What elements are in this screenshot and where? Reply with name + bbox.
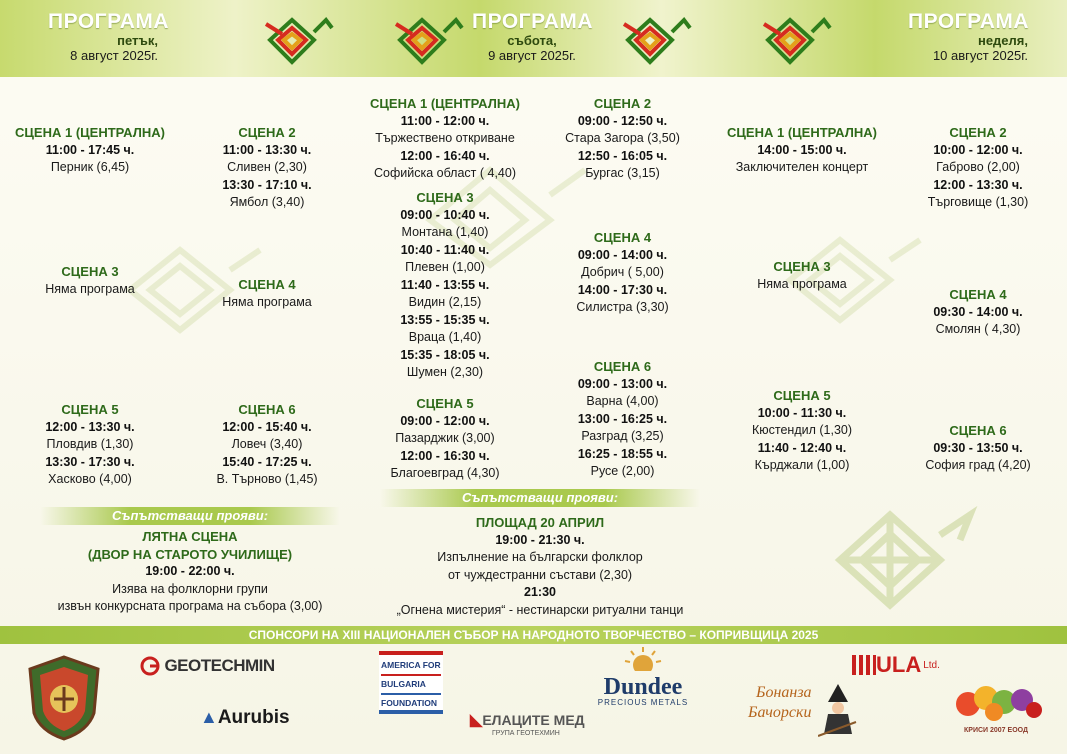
time-slot: 15:40 - 17:25 ч. xyxy=(222,454,312,469)
time-slot: 12:50 - 16:05 ч. xyxy=(577,148,668,163)
stage-title: СЦЕНА 4 xyxy=(949,287,1007,302)
time-slot: 11:00 - 13:30 ч. xyxy=(222,142,312,157)
performer: Ямбол (3,40) xyxy=(229,195,305,209)
dundee-sun-icon xyxy=(623,645,663,671)
event-desc: извън конкурсната програма на събора (3,00) xyxy=(57,599,323,613)
performer: Разград (3,25) xyxy=(581,429,664,443)
sat-side-events xyxy=(365,514,715,619)
header-saturday xyxy=(472,10,592,64)
performer: Перник (6,45) xyxy=(50,160,130,174)
fri-stage3 xyxy=(15,263,165,298)
ula-ltd: Ltd. xyxy=(923,659,940,671)
performer: Русе (2,00) xyxy=(590,464,655,478)
sun-stage3 xyxy=(722,258,882,293)
performer: Бургас (3,15) xyxy=(585,166,660,180)
time-slot: 10:00 - 12:00 ч. xyxy=(933,142,1023,157)
performer: Пловдив (1,30) xyxy=(46,437,134,451)
sponsors-title: СПОНСОРИ НА XIII НАЦИОНАЛЕН СЪБОР НА НАРОДНОТО ТВОРЧЕСТВО – КОПРИВЩИЦА 2025 xyxy=(0,626,1067,644)
sun-stage1 xyxy=(712,124,892,177)
stage-title: СЦЕНА 6 xyxy=(593,359,652,374)
bird-logo-icon xyxy=(760,10,832,68)
america-for-bulgaria-logo xyxy=(379,651,443,714)
venue-title: ЛЯТНА СЦЕНА xyxy=(142,529,238,544)
time-slot: 09:00 - 10:40 ч. xyxy=(400,207,490,222)
header-date: 9 август 2025г. xyxy=(488,48,576,64)
aurubis-text: Aurubis xyxy=(217,707,290,728)
time-slot: 12:00 - 16:40 ч. xyxy=(400,148,490,163)
performer: Кюстендил (1,30) xyxy=(751,423,853,437)
time-slot: 12:00 - 13:30 ч. xyxy=(933,177,1023,192)
fri-side-events-banner: Съпътстващи прояви: xyxy=(40,507,340,525)
dundee-logo xyxy=(593,645,693,707)
bonanza-line2: Бачорски xyxy=(748,704,812,721)
bonanza-line1: Бонанза xyxy=(756,684,812,701)
geotechmin-icon xyxy=(140,656,160,676)
sat-stage5 xyxy=(365,395,525,483)
time-slot: 12:00 - 13:30 ч. xyxy=(45,419,135,434)
fruit-basket-icon xyxy=(946,676,1046,722)
aurubis-icon: ▲ xyxy=(200,707,218,727)
time-slot: 19:00 - 22:00 ч. xyxy=(145,564,235,578)
performer: Хасково (4,00) xyxy=(48,472,132,486)
time-slot: 12:00 - 16:30 ч. xyxy=(400,448,490,463)
performer: Ловеч (3,40) xyxy=(231,437,303,451)
event-desc: Изява на фолклорни групи xyxy=(112,581,268,596)
stage-title: СЦЕНА 2 xyxy=(593,96,652,111)
stage-title: СЦЕНА 6 xyxy=(949,423,1007,438)
performer: Видин (2,15) xyxy=(408,295,482,309)
stage-title: СЦЕНА 5 xyxy=(61,402,119,417)
stage-title: СЦЕНА 1 (ЦЕНТРАЛНА) xyxy=(727,125,877,140)
time-slot: 13:30 - 17:10 ч. xyxy=(222,177,312,192)
performer: Благоевград (4,30) xyxy=(390,466,500,480)
time-slot: 11:00 - 17:45 ч. xyxy=(45,142,135,157)
header-friday xyxy=(48,10,170,64)
performer: Сливен (2,30) xyxy=(227,160,307,174)
header-title: ПРОГРАМА xyxy=(472,10,594,33)
performer: Стара Загора (3,50) xyxy=(565,131,680,145)
header-title: ПРОГРАМА xyxy=(908,10,1030,33)
sun-stage2 xyxy=(898,124,1058,212)
sat-stage1 xyxy=(355,95,535,183)
time-slot: 19:00 - 21:30 ч. xyxy=(495,532,585,547)
stage-title: СЦЕНА 5 xyxy=(416,396,474,411)
abf-line3: FOUNDATION xyxy=(381,698,438,708)
header-date: 10 август 2025г. xyxy=(932,48,1028,64)
header-day: събота, xyxy=(507,33,557,49)
time-slot: 12:00 - 15:40 ч. xyxy=(222,419,312,434)
header-sunday xyxy=(908,10,1028,64)
time-slot: 14:00 - 17:30 ч. xyxy=(577,282,668,297)
performer: Монтана (1,40) xyxy=(401,225,489,239)
performer: Пазарджик (3,00) xyxy=(395,431,495,445)
performer: Кърджали (1,00) xyxy=(754,458,850,472)
header-day: неделя, xyxy=(977,33,1028,49)
time-slot: 11:40 - 12:40 ч. xyxy=(757,440,847,455)
performer: Смолян ( 4,30) xyxy=(935,322,1021,336)
time-slot: 13:30 - 17:30 ч. xyxy=(45,454,135,469)
stage-title: СЦЕНА 6 xyxy=(238,402,296,417)
elatsite-subtext: ГРУПА ГЕОТЕХМИН xyxy=(492,730,560,737)
abf-line2: BULGARIA xyxy=(381,676,441,695)
time-slot: 09:00 - 12:00 ч. xyxy=(400,413,490,428)
fri-stage5 xyxy=(15,401,165,489)
sat-side-events-banner: Съпътстващи прояви: xyxy=(380,489,700,507)
performer: Търговище (1,30) xyxy=(927,195,1029,209)
performer: Заключителен концерт xyxy=(735,160,869,174)
elatsite-icon: ◣ xyxy=(470,712,483,729)
time-slot: 09:00 - 13:00 ч. xyxy=(577,376,668,391)
fri-stage1 xyxy=(5,124,175,177)
stage-title: СЦЕНА 2 xyxy=(949,125,1007,140)
header-title: ПРОГРАМА xyxy=(48,10,170,33)
stage-title: СЦЕНА 3 xyxy=(61,264,119,279)
performer: Шумен (2,30) xyxy=(406,365,484,379)
fri-side-events xyxy=(20,528,360,616)
time-slot: 11:40 - 13:55 ч. xyxy=(400,277,490,292)
time-slot: 15:35 - 18:05 ч. xyxy=(400,347,490,362)
aurubis-logo xyxy=(200,707,290,729)
performer: Враца (1,40) xyxy=(408,330,482,344)
sun-stage4 xyxy=(898,286,1058,339)
event-desc: от чуждестранни състави (2,30) xyxy=(447,567,633,582)
krisi-logo xyxy=(940,676,1052,734)
time-slot: 10:00 - 11:30 ч. xyxy=(757,405,847,420)
abf-line1: AMERICA FOR xyxy=(381,657,441,676)
bonanza-bachorski-logo xyxy=(730,676,860,746)
dundee-subtext: PRECIOUS METALS xyxy=(597,698,689,707)
stage-title: СЦЕНА 1 (ЦЕНТРАЛНА) xyxy=(370,96,520,111)
performer: Няма програма xyxy=(222,294,312,309)
time-slot: 10:40 - 11:40 ч. xyxy=(400,242,490,257)
header-date: 8 август 2025г. xyxy=(70,48,158,64)
time-slot: 09:00 - 12:50 ч. xyxy=(577,113,668,128)
witch-icon xyxy=(818,682,858,738)
time-slot: 13:00 - 16:25 ч. xyxy=(577,411,668,426)
sat-stage3 xyxy=(365,189,525,382)
time-slot: 09:30 - 13:50 ч. xyxy=(933,440,1023,455)
stage-title: СЦЕНА 3 xyxy=(773,259,831,274)
performer: Плевен (1,00) xyxy=(405,260,485,274)
time-slot: 09:00 - 14:00 ч. xyxy=(577,247,668,262)
dundee-text: Dundee xyxy=(603,674,683,700)
sun-stage5 xyxy=(722,387,882,475)
stage-title: СЦЕНА 4 xyxy=(238,277,296,292)
venue-subtitle: (ДВОР НА СТАРОТО УЧИЛИЩЕ) xyxy=(87,546,293,562)
venue-title: ПЛОЩАД 20 АПРИЛ xyxy=(475,515,605,530)
bird-ornament-bg-bottom xyxy=(830,500,980,610)
ula-text: ULA xyxy=(876,652,922,677)
sat-stage4 xyxy=(545,229,700,317)
krisi-text: КРИСИ 2007 ЕООД xyxy=(964,727,1028,734)
time-slot: 11:00 - 12:00 ч. xyxy=(400,113,490,128)
geotechmin-logo xyxy=(140,656,275,678)
time-slot: 21:30 xyxy=(524,585,556,599)
performer: В. Търново (1,45) xyxy=(216,472,318,486)
event-desc: Изпълнение на български фолклор xyxy=(437,550,643,564)
performer: София град (4,20) xyxy=(925,458,1031,472)
event-desc: „Огнена мистерия“ - нестинарски ритуални танци xyxy=(396,602,684,617)
performer: Варна (4,00) xyxy=(586,394,659,408)
sat-stage2 xyxy=(545,95,700,183)
elatsite-text: ЕЛАЦИТЕ МЕД xyxy=(482,712,585,728)
stage-title: СЦЕНА 3 xyxy=(416,190,474,205)
time-slot: 09:30 - 14:00 ч. xyxy=(933,304,1023,319)
performer: Няма програма xyxy=(757,276,847,291)
elatsite-med-logo xyxy=(470,710,585,737)
ula-logo xyxy=(852,652,940,678)
time-slot: 14:00 - 15:00 ч. xyxy=(757,142,847,157)
town-crest-logo xyxy=(28,655,100,741)
fri-stage4 xyxy=(192,276,342,311)
header-band xyxy=(0,0,1067,77)
stage-title: СЦЕНА 4 xyxy=(593,230,652,245)
stage-title: СЦЕНА 5 xyxy=(773,388,831,403)
sat-stage6 xyxy=(545,358,700,481)
fri-stage6 xyxy=(192,401,342,489)
stage-title: СЦЕНА 1 (ЦЕНТРАЛНА) xyxy=(15,125,165,140)
stage-title: СЦЕНА 2 xyxy=(238,125,296,140)
performer: Няма програма xyxy=(45,281,135,296)
bird-logo-icon xyxy=(392,10,464,68)
performer: Добрич ( 5,00) xyxy=(581,265,664,279)
time-slot: 13:55 - 15:35 ч. xyxy=(400,312,490,327)
header-day: петък, xyxy=(117,33,158,49)
performer: Габрово (2,00) xyxy=(936,160,1020,174)
sun-stage6 xyxy=(898,422,1058,475)
fri-stage2 xyxy=(192,124,342,212)
performer: Тържествено откриване xyxy=(375,131,515,145)
performer: Софийска област ( 4,40) xyxy=(373,166,517,180)
time-slot: 16:25 - 18:55 ч. xyxy=(577,446,668,461)
geotechmin-text: GEOTECHMIN xyxy=(164,656,275,675)
bird-logo-icon xyxy=(262,10,334,68)
performer: Силистра (3,30) xyxy=(576,300,669,314)
ula-bars-icon xyxy=(852,655,876,675)
bird-logo-icon xyxy=(620,10,692,68)
